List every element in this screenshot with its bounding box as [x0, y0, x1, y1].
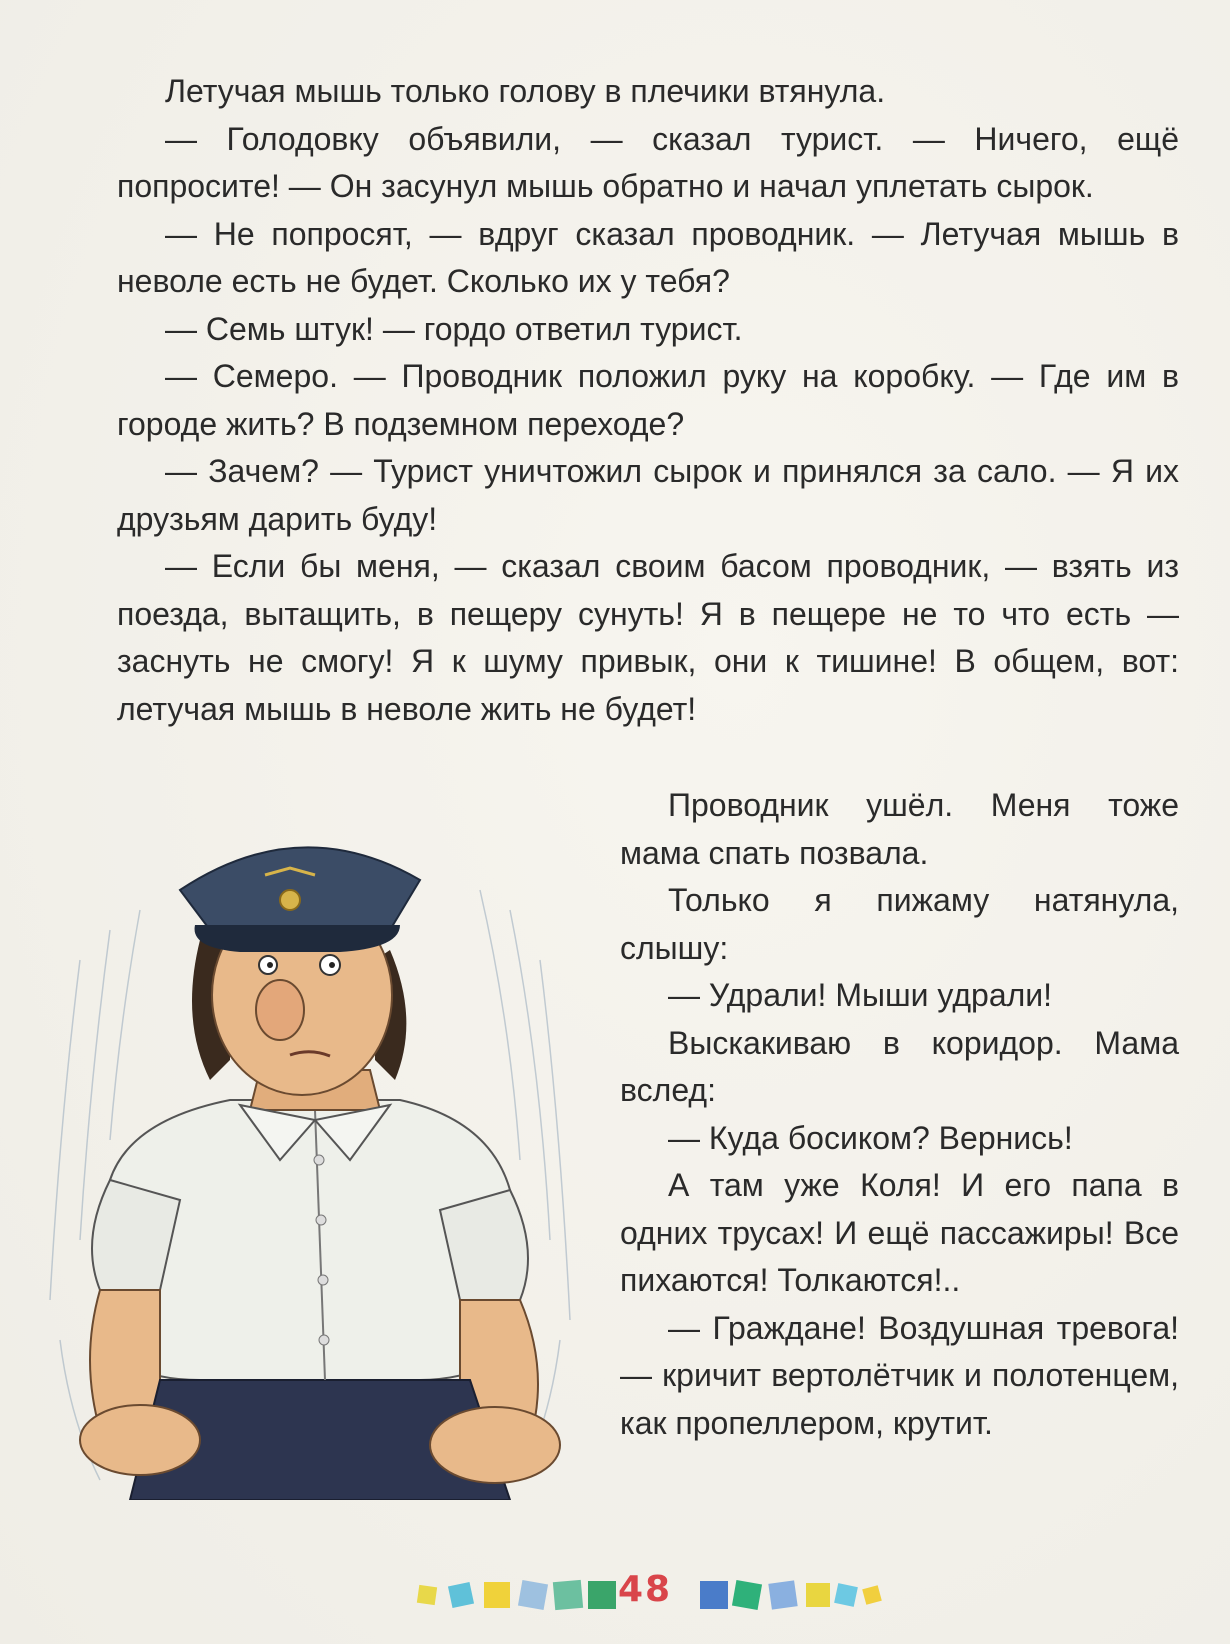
paragraph: — Зачем? — Турист уничтожил сырок и принялся за сало. — Я их друзьям дарить буду!	[117, 453, 1179, 537]
decorative-square	[732, 1580, 762, 1610]
paragraph: А там уже Коля! И его папа в одних трусах! И ещё пассажиры! Все пихаются! Толкаются!..	[620, 1167, 1179, 1298]
paragraph: — Семеро. — Проводник положил руку на коробку. — Где им в городе жить? В подземном переходе?	[117, 358, 1179, 442]
decorative-square	[484, 1582, 510, 1608]
paragraph: — Если бы меня, — сказал своим басом проводник, — взять из поезда, вытащить, в пещеру сунуть! Я в пещере не то что есть — заснуть не смогу! Я к шуму привык, они к тишине! В общем, вот: летучая мышь в неволе жить не будет!	[117, 548, 1179, 727]
decorative-square	[588, 1581, 616, 1609]
decorative-square	[862, 1585, 882, 1605]
decorative-square	[448, 1582, 474, 1608]
decorative-square	[768, 1580, 797, 1609]
paragraph: — Не попросят, — вдруг сказал проводник. — Летучая мышь в неволе есть не будет. Сколько их у тебя?	[117, 215, 1179, 299]
decorative-square	[700, 1581, 728, 1609]
conductor-icon	[40, 820, 600, 1500]
page-number: 48	[617, 1569, 673, 1610]
paragraph: Летучая мышь только голову в плечики втянула.	[165, 73, 886, 109]
decorative-square	[518, 1580, 548, 1610]
paragraph: Выскакиваю в коридор. Мама вслед:	[620, 1024, 1179, 1108]
page-footer	[0, 1565, 1230, 1625]
main-text-block	[117, 68, 1179, 733]
paragraph: — Куда босиком? Вернись!	[668, 1119, 1073, 1156]
decorative-square	[806, 1583, 830, 1607]
decorative-square	[834, 1583, 858, 1607]
paragraph: — Голодовку объявили, — сказал турист. — Ничего, ещё попросите! — Он засунул мышь обратно и начал уплетать сырок.	[117, 120, 1179, 204]
decorative-square	[417, 1585, 437, 1605]
side-text-block	[620, 782, 1179, 1447]
paragraph: — Семь штук! — гордо ответил турист.	[165, 310, 743, 347]
paragraph: Только я пижаму натянула, слышу:	[620, 882, 1179, 966]
conductor-illustration	[40, 820, 600, 1500]
decorative-square	[553, 1580, 583, 1610]
paragraph: Проводник ушёл. Меня тоже мама спать позвала.	[620, 787, 1179, 871]
paragraph: — Граждане! Воздушная тревога! — кричит вертолётчик и полотенцем, как пропеллером, крутит.	[620, 1309, 1179, 1441]
paragraph: — Удрали! Мыши удрали!	[668, 977, 1053, 1013]
